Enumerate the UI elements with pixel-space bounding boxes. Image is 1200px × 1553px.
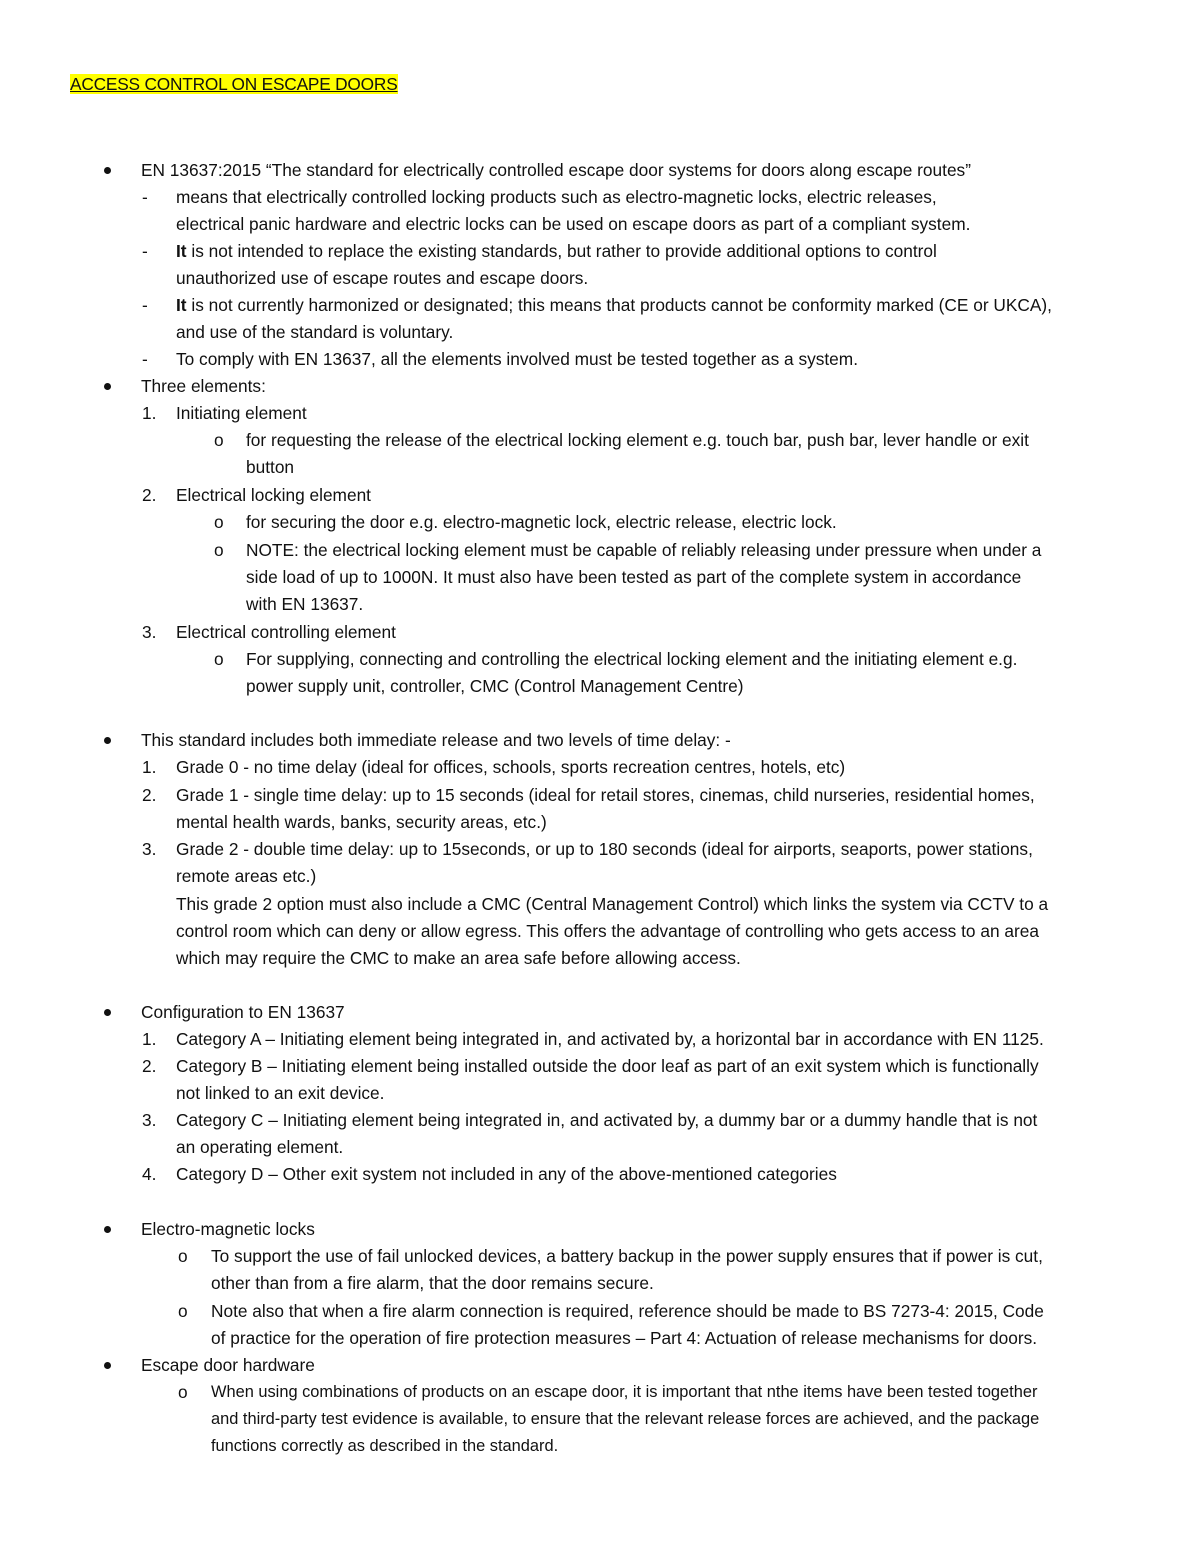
dash-marker: - <box>142 187 148 207</box>
list-number: 1. <box>142 1029 157 1049</box>
dash-item-text: It is not intended to replace the existing standards, but rather to provide additional options to control <box>176 241 937 261</box>
circle-marker: o <box>178 1382 188 1402</box>
list-item-text: Category B – Initiating element being installed outside the door leaf as part of an exit system which is functionally <box>176 1056 1039 1076</box>
sub-item-text: of practice for the operation of fire protection measures – Part 4: Actuation of release mechanisms for doors. <box>211 1328 1038 1348</box>
sub-item-text: For supplying, connecting and controlling the electrical locking element and the initiating element e.g. <box>246 649 1018 669</box>
dash-item-text: unauthorized use of escape routes and escape doors. <box>176 268 589 288</box>
bullet-dot <box>104 167 111 174</box>
list-item-text: mental health wards, banks, security areas, etc.) <box>176 812 547 832</box>
list-item-text: Grade 2 - double time delay: up to 15seconds, or up to 180 seconds (ideal for airports, seaports, power stations, <box>176 839 1033 859</box>
list-item-text: control room which can deny or allow egress. This offers the advantage of controlling who gets access to an area <box>176 921 1039 941</box>
list-item-text: Category C – Initiating element being integrated in, and activated by, a dummy bar or a dummy handle that is not <box>176 1110 1038 1130</box>
list-item-text: remote areas etc.) <box>176 866 317 886</box>
dash-marker: - <box>142 295 148 315</box>
list-item-text: This grade 2 option must also include a CMC (Central Management Control) which links the system via CCTV to a <box>176 894 1049 914</box>
list-item-text: Grade 1 - single time delay: up to 15 seconds (ideal for retail stores, cinemas, child nurseries, residential homes, <box>176 785 1035 805</box>
circle-marker: o <box>214 512 224 532</box>
bullet-dot <box>104 1226 111 1233</box>
circle-marker: o <box>214 540 224 560</box>
dash-item-text: To comply with EN 13637, all the elements involved must be tested together as a system. <box>176 349 858 369</box>
list-number: 4. <box>142 1164 157 1184</box>
circle-marker: o <box>178 1301 188 1321</box>
bullet-dot <box>104 737 111 744</box>
bold-lead: It <box>176 295 187 315</box>
list-item-text: not linked to an exit device. <box>176 1083 385 1103</box>
list-number: 3. <box>142 839 157 859</box>
list-item-text: which may require the CMC to make an area safe before allowing access. <box>176 948 741 968</box>
list-item-text: Electrical controlling element <box>176 622 396 642</box>
list-item-text: Category D – Other exit system not included in any of the above-mentioned categories <box>176 1164 837 1184</box>
sub-item-text: with EN 13637. <box>246 594 364 614</box>
sub-item-text: side load of up to 1000N. It must also have been tested as part of the complete system in accordance <box>246 567 1022 587</box>
list-item-text: Electrical locking element <box>176 485 371 505</box>
bullet-item-text: Configuration to EN 13637 <box>141 1002 345 1022</box>
sub-item-text: button <box>246 457 295 477</box>
sub-item-text: When using combinations of products on an escape door, it is important that nthe items have been tested together <box>211 1383 1038 1401</box>
dash-item-text: It is not currently harmonized or designated; this means that products cannot be conformity marked (CE or UKCA), <box>176 295 1052 315</box>
list-number: 2. <box>142 1056 157 1076</box>
circle-marker: o <box>178 1246 188 1266</box>
list-number: 1. <box>142 757 157 777</box>
list-number: 3. <box>142 1110 157 1130</box>
dash-item-text: means that electrically controlled locking products such as electro-magnetic locks, electric releases, <box>176 187 937 207</box>
sub-item-text: for securing the door e.g. electro-magnetic lock, electric release, electric lock. <box>246 512 837 532</box>
circle-marker: o <box>214 430 224 450</box>
document-title: ACCESS CONTROL ON ESCAPE DOORS <box>70 74 398 94</box>
bullet-dot <box>104 1362 111 1369</box>
bold-lead: It <box>176 241 187 261</box>
list-number: 2. <box>142 785 157 805</box>
bullet-item-text: Escape door hardware <box>141 1355 315 1375</box>
list-item-text: Grade 0 - no time delay (ideal for offices, schools, sports recreation centres, hotels, etc) <box>176 757 846 777</box>
list-number: 2. <box>142 485 157 505</box>
list-item-text: Initiating element <box>176 403 307 423</box>
dash-item-text: and use of the standard is voluntary. <box>176 322 454 342</box>
bullet-item-text: This standard includes both immediate release and two levels of time delay: - <box>141 730 731 750</box>
sub-item-text: for requesting the release of the electrical locking element e.g. touch bar, push bar, lever handle or exit <box>246 430 1029 450</box>
sub-item-text: functions correctly as described in the standard. <box>211 1437 559 1455</box>
list-number: 1. <box>142 403 157 423</box>
dash-marker: - <box>142 349 148 369</box>
bullet-item-text: Electro-magnetic locks <box>141 1219 315 1239</box>
list-number: 3. <box>142 622 157 642</box>
bullet-dot <box>104 1009 111 1016</box>
sub-item-text: NOTE: the electrical locking element must be capable of reliably releasing under pressure when under a <box>246 540 1042 560</box>
sub-item-text: To support the use of fail unlocked devices, a battery backup in the power supply ensures that if power is cut, <box>211 1246 1043 1266</box>
sub-item-text: other than from a fire alarm, that the door remains secure. <box>211 1273 654 1293</box>
sub-item-text: power supply unit, controller, CMC (Control Management Centre) <box>246 676 744 696</box>
sub-item-text: and third-party test evidence is available, to ensure that the relevant release forces are achieved, and the package <box>211 1410 1040 1428</box>
list-item-text: Category A – Initiating element being integrated in, and activated by, a horizontal bar in accordance with EN 1125. <box>176 1029 1044 1049</box>
circle-marker: o <box>214 649 224 669</box>
bullet-dot <box>104 383 111 390</box>
bullet-item-text: EN 13637:2015 “The standard for electrically controlled escape door systems for doors along escape routes” <box>141 160 971 180</box>
list-item-text: an operating element. <box>176 1137 344 1157</box>
bullet-item-text: Three elements: <box>141 376 266 396</box>
dash-item-text: electrical panic hardware and electric locks can be used on escape doors as part of a compliant system. <box>176 214 971 234</box>
dash-marker: - <box>142 241 148 261</box>
sub-item-text: Note also that when a fire alarm connection is required, reference should be made to BS 7273-4: 2015, Code <box>211 1301 1044 1321</box>
